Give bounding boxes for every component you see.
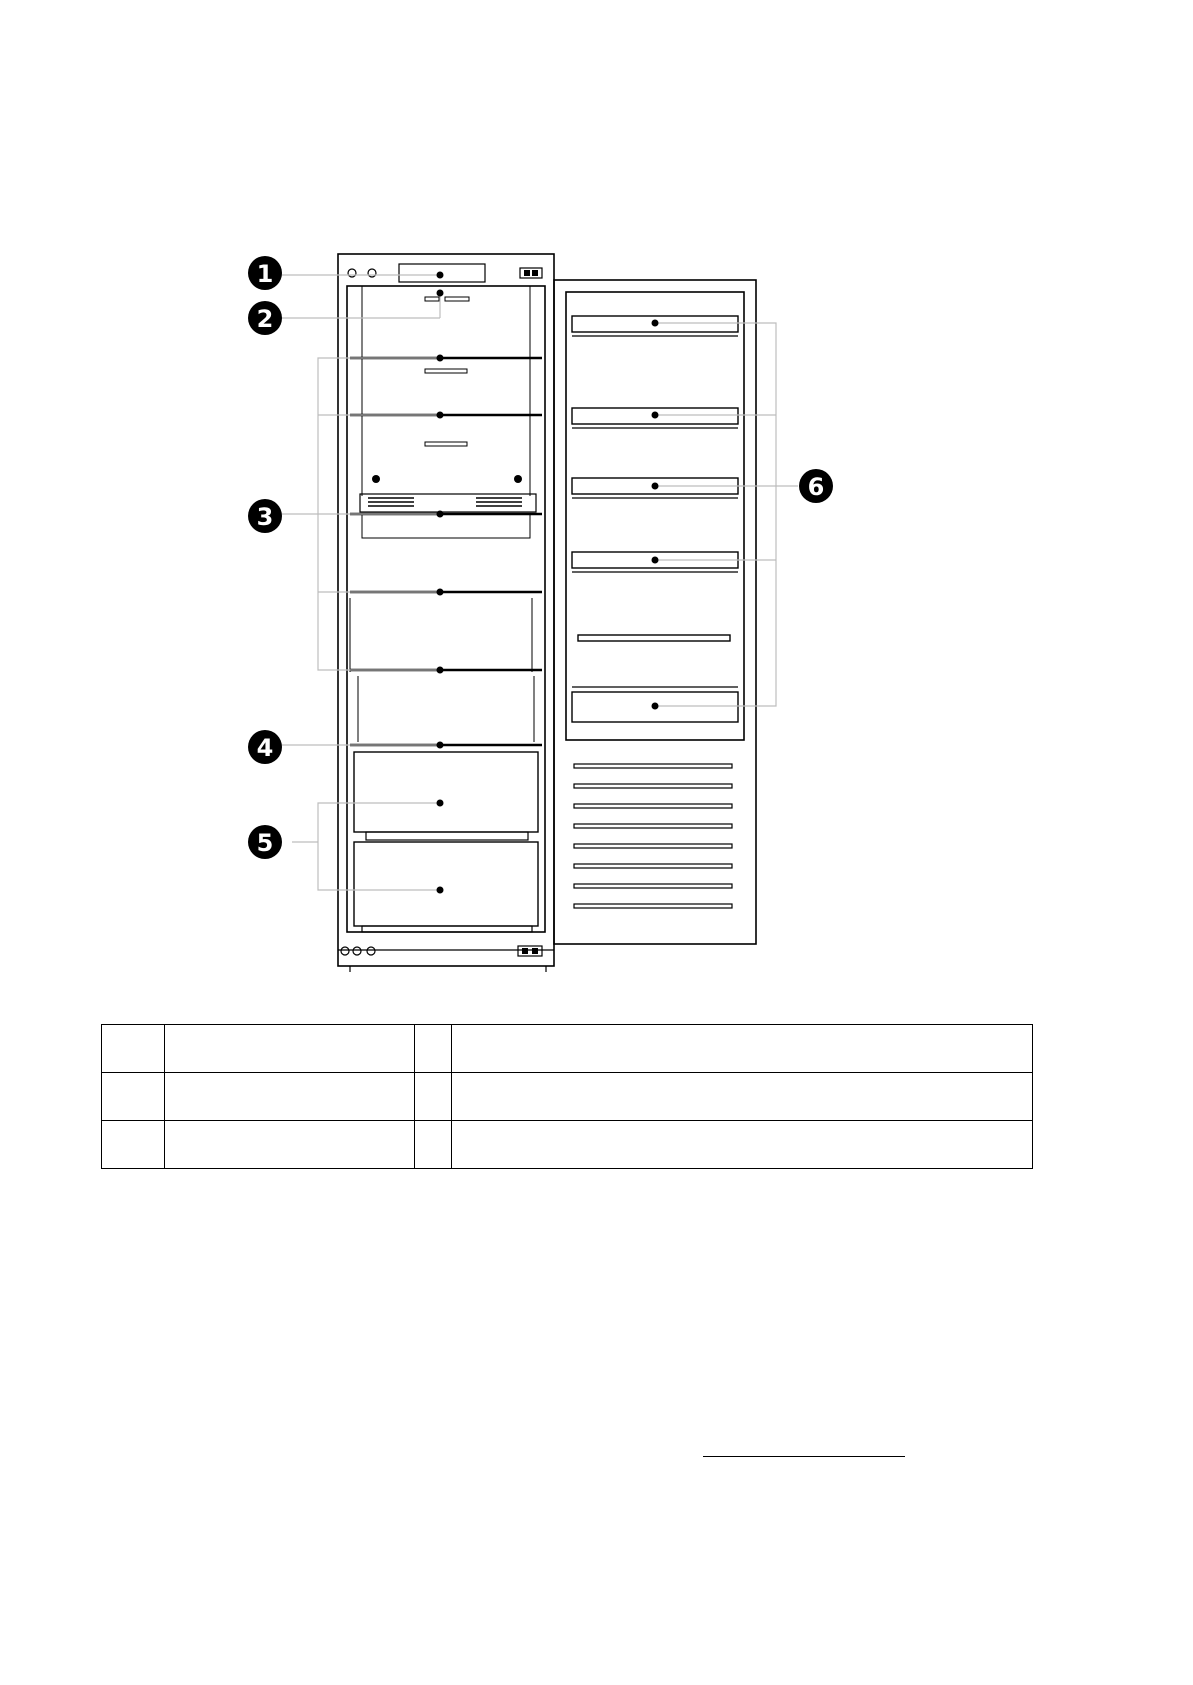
parts-table: [101, 1024, 1033, 1169]
table-cell: [452, 1073, 1033, 1121]
table-cell: [452, 1121, 1033, 1169]
table-cell: [165, 1025, 415, 1073]
callout-4-label: 4: [256, 734, 274, 762]
table-row: [102, 1025, 1033, 1073]
table-cell: [102, 1025, 165, 1073]
door-bar: [578, 635, 730, 641]
drawer-lower: [354, 842, 538, 926]
table-cell: [102, 1121, 165, 1169]
table-cell: [415, 1121, 452, 1169]
table-cell: [415, 1025, 452, 1073]
callout-2: [248, 301, 282, 335]
callout-1: [248, 256, 282, 290]
table-cell: [165, 1121, 415, 1169]
callout-3-label: 3: [256, 503, 274, 531]
table-row: [102, 1073, 1033, 1121]
callout-1-label: 1: [256, 260, 274, 288]
drawer-upper: [354, 752, 538, 832]
callout-6-label: 6: [807, 473, 825, 501]
table-cell: [165, 1073, 415, 1121]
callout-6: [799, 469, 833, 503]
callout-5-label: 5: [256, 829, 274, 857]
callout-4: [248, 730, 282, 764]
callout-5: [248, 825, 282, 859]
table-cell: [102, 1073, 165, 1121]
table-cell: [415, 1073, 452, 1121]
callout-2-label: 2: [256, 305, 274, 333]
cabinet-body: [338, 254, 554, 966]
underline-rule: [703, 1456, 905, 1457]
table-cell: [452, 1025, 1033, 1073]
table-row: [102, 1121, 1033, 1169]
cabinet-inner: [347, 286, 545, 932]
callout-3: [248, 499, 282, 533]
door-inner: [566, 292, 744, 740]
